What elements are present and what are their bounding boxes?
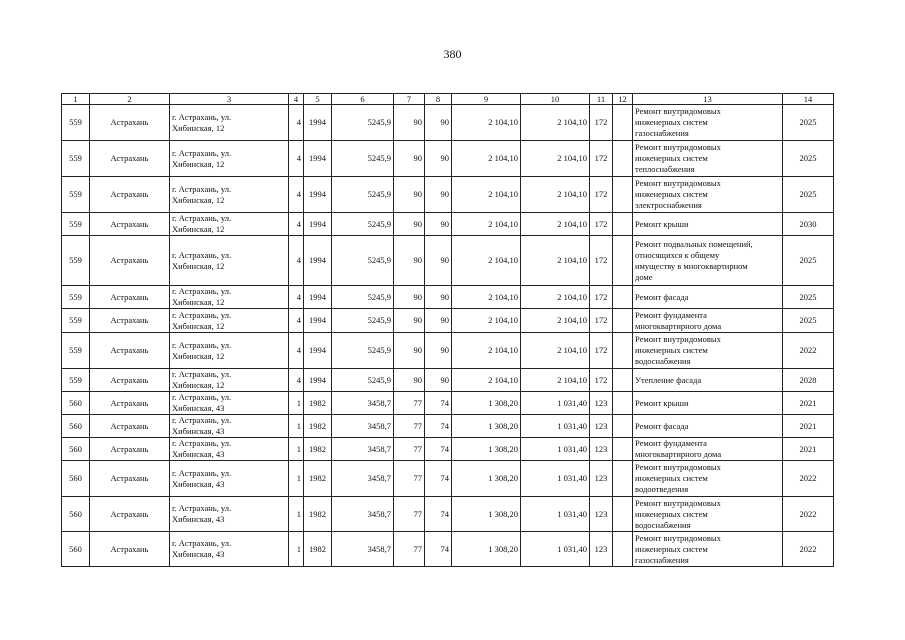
empty-cell <box>613 532 633 567</box>
area-cell: 3458,7 <box>332 438 394 461</box>
value-cell: 90 <box>425 141 452 177</box>
column-header: 7 <box>394 94 425 105</box>
empty-cell <box>613 236 633 286</box>
floors-cell: 4 <box>289 236 304 286</box>
locality-cell: Астрахань <box>90 309 170 333</box>
floors-cell: 4 <box>289 333 304 369</box>
table-body <box>62 105 834 567</box>
area-cell: 5245,9 <box>332 236 394 286</box>
column-number-row <box>62 94 834 105</box>
empty-cell <box>613 333 633 369</box>
column-header: 9 <box>452 94 521 105</box>
value-cell: 77 <box>394 461 425 497</box>
value-cell: 90 <box>394 141 425 177</box>
empty-cell <box>613 286 633 309</box>
value-cell: 74 <box>425 497 452 532</box>
year-cell: 1994 <box>304 213 332 236</box>
value-cell: 77 <box>394 415 425 438</box>
value-cell: 90 <box>425 105 452 141</box>
value-cell: 90 <box>394 369 425 392</box>
empty-cell <box>613 369 633 392</box>
value-cell: 77 <box>394 532 425 567</box>
table-row <box>62 415 834 438</box>
locality-cell: Астрахань <box>90 497 170 532</box>
year-cell: 1994 <box>304 369 332 392</box>
empty-cell <box>613 105 633 141</box>
locality-cell: Астрахань <box>90 177 170 213</box>
address-cell: г. Астрахань, ул. Хибинская, 12 <box>170 369 289 392</box>
empty-cell <box>613 438 633 461</box>
record-number-cell: 560 <box>62 532 90 567</box>
count-cell: 123 <box>590 461 613 497</box>
amount-cell: 2 104,10 <box>452 236 521 286</box>
empty-cell <box>613 415 633 438</box>
area-cell: 3458,7 <box>332 497 394 532</box>
count-cell: 172 <box>590 213 613 236</box>
work-type-cell: Ремонт внутридомовых инженерных систем водоотведения <box>633 461 783 497</box>
planned-year-cell: 2025 <box>783 309 834 333</box>
record-number-cell: 559 <box>62 177 90 213</box>
count-cell: 172 <box>590 236 613 286</box>
amount-cell: 2 104,10 <box>521 309 590 333</box>
planned-year-cell: 2025 <box>783 105 834 141</box>
planned-year-cell: 2028 <box>783 369 834 392</box>
amount-cell: 1 031,40 <box>521 461 590 497</box>
column-header: 5 <box>304 94 332 105</box>
year-cell: 1994 <box>304 141 332 177</box>
page-number: 380 <box>443 47 462 61</box>
value-cell: 77 <box>394 438 425 461</box>
table-row <box>62 369 834 392</box>
count-cell: 123 <box>590 497 613 532</box>
value-cell: 90 <box>425 369 452 392</box>
amount-cell: 2 104,10 <box>521 213 590 236</box>
record-number-cell: 559 <box>62 236 90 286</box>
floors-cell: 4 <box>289 369 304 392</box>
year-cell: 1982 <box>304 532 332 567</box>
work-type-cell: Утепление фасада <box>633 369 783 392</box>
value-cell: 74 <box>425 532 452 567</box>
empty-cell <box>613 177 633 213</box>
address-cell: г. Астрахань, ул. Хибинская, 12 <box>170 309 289 333</box>
table-row <box>62 213 834 236</box>
table-row <box>62 177 834 213</box>
amount-cell: 2 104,10 <box>521 105 590 141</box>
work-type-cell: Ремонт фундамента многоквартирного дома <box>633 309 783 333</box>
record-number-cell: 559 <box>62 333 90 369</box>
value-cell: 74 <box>425 392 452 415</box>
amount-cell: 2 104,10 <box>521 177 590 213</box>
address-cell: г. Астрахань, ул. Хибинская, 43 <box>170 438 289 461</box>
column-header: 13 <box>633 94 783 105</box>
address-cell: г. Астрахань, ул. Хибинская, 12 <box>170 213 289 236</box>
value-cell: 90 <box>425 333 452 369</box>
work-type-cell: Ремонт внутридомовых инженерных систем электроснабжения <box>633 177 783 213</box>
amount-cell: 1 308,20 <box>452 461 521 497</box>
planned-year-cell: 2022 <box>783 497 834 532</box>
planned-year-cell: 2025 <box>783 286 834 309</box>
work-type-cell: Ремонт внутридомовых инженерных систем газоснабжения <box>633 105 783 141</box>
amount-cell: 1 308,20 <box>452 497 521 532</box>
locality-cell: Астрахань <box>90 415 170 438</box>
count-cell: 172 <box>590 333 613 369</box>
count-cell: 123 <box>590 438 613 461</box>
locality-cell: Астрахань <box>90 392 170 415</box>
address-cell: г. Астрахань, ул. Хибинская, 12 <box>170 236 289 286</box>
locality-cell: Астрахань <box>90 438 170 461</box>
area-cell: 5245,9 <box>332 177 394 213</box>
year-cell: 1982 <box>304 392 332 415</box>
record-number-cell: 560 <box>62 497 90 532</box>
area-cell: 5245,9 <box>332 333 394 369</box>
locality-cell: Астрахань <box>90 141 170 177</box>
work-type-cell: Ремонт внутридомовых инженерных систем водоснабжения <box>633 497 783 532</box>
area-cell: 3458,7 <box>332 532 394 567</box>
locality-cell: Астрахань <box>90 333 170 369</box>
amount-cell: 1 308,20 <box>452 392 521 415</box>
value-cell: 90 <box>425 309 452 333</box>
value-cell: 90 <box>394 309 425 333</box>
value-cell: 74 <box>425 415 452 438</box>
work-type-cell: Ремонт крыши <box>633 392 783 415</box>
value-cell: 90 <box>394 286 425 309</box>
planned-year-cell: 2025 <box>783 236 834 286</box>
table-row <box>62 392 834 415</box>
amount-cell: 1 031,40 <box>521 532 590 567</box>
repair-schedule-table <box>61 93 834 567</box>
area-cell: 5245,9 <box>332 141 394 177</box>
amount-cell: 1 031,40 <box>521 438 590 461</box>
value-cell: 90 <box>394 177 425 213</box>
year-cell: 1994 <box>304 236 332 286</box>
year-cell: 1982 <box>304 497 332 532</box>
floors-cell: 4 <box>289 177 304 213</box>
year-cell: 1994 <box>304 177 332 213</box>
table-row <box>62 532 834 567</box>
record-number-cell: 559 <box>62 369 90 392</box>
floors-cell: 4 <box>289 213 304 236</box>
value-cell: 90 <box>425 213 452 236</box>
planned-year-cell: 2022 <box>783 333 834 369</box>
column-header: 1 <box>62 94 90 105</box>
address-cell: г. Астрахань, ул. Хибинская, 12 <box>170 177 289 213</box>
work-type-cell: Ремонт внутридомовых инженерных систем водоснабжения <box>633 333 783 369</box>
column-header: 2 <box>90 94 170 105</box>
amount-cell: 1 031,40 <box>521 392 590 415</box>
locality-cell: Астрахань <box>90 236 170 286</box>
value-cell: 90 <box>425 286 452 309</box>
count-cell: 172 <box>590 286 613 309</box>
floors-cell: 1 <box>289 392 304 415</box>
record-number-cell: 559 <box>62 286 90 309</box>
area-cell: 3458,7 <box>332 461 394 497</box>
empty-cell <box>613 392 633 415</box>
floors-cell: 1 <box>289 532 304 567</box>
column-header: 4 <box>289 94 304 105</box>
floors-cell: 1 <box>289 461 304 497</box>
locality-cell: Астрахань <box>90 213 170 236</box>
value-cell: 90 <box>394 333 425 369</box>
record-number-cell: 559 <box>62 105 90 141</box>
planned-year-cell: 2022 <box>783 532 834 567</box>
year-cell: 1982 <box>304 461 332 497</box>
table-row <box>62 309 834 333</box>
amount-cell: 2 104,10 <box>452 105 521 141</box>
table-row <box>62 105 834 141</box>
column-header: 12 <box>613 94 633 105</box>
floors-cell: 4 <box>289 309 304 333</box>
address-cell: г. Астрахань, ул. Хибинская, 43 <box>170 497 289 532</box>
value-cell: 74 <box>425 438 452 461</box>
area-cell: 5245,9 <box>332 286 394 309</box>
locality-cell: Астрахань <box>90 369 170 392</box>
floors-cell: 4 <box>289 141 304 177</box>
amount-cell: 2 104,10 <box>521 333 590 369</box>
area-cell: 3458,7 <box>332 392 394 415</box>
column-header: 11 <box>590 94 613 105</box>
floors-cell: 1 <box>289 415 304 438</box>
planned-year-cell: 2022 <box>783 461 834 497</box>
record-number-cell: 560 <box>62 438 90 461</box>
area-cell: 5245,9 <box>332 369 394 392</box>
table-row <box>62 438 834 461</box>
amount-cell: 2 104,10 <box>452 213 521 236</box>
value-cell: 90 <box>394 105 425 141</box>
record-number-cell: 560 <box>62 392 90 415</box>
column-header: 14 <box>783 94 834 105</box>
planned-year-cell: 2025 <box>783 141 834 177</box>
empty-cell <box>613 213 633 236</box>
area-cell: 5245,9 <box>332 213 394 236</box>
planned-year-cell: 2030 <box>783 213 834 236</box>
value-cell: 77 <box>394 392 425 415</box>
table-row <box>62 461 834 497</box>
count-cell: 172 <box>590 105 613 141</box>
locality-cell: Астрахань <box>90 105 170 141</box>
value-cell: 77 <box>394 497 425 532</box>
table-row <box>62 236 834 286</box>
value-cell: 74 <box>425 461 452 497</box>
table-row <box>62 286 834 309</box>
floors-cell: 4 <box>289 105 304 141</box>
value-cell: 90 <box>394 236 425 286</box>
count-cell: 123 <box>590 392 613 415</box>
table-row <box>62 141 834 177</box>
work-type-cell: Ремонт внутридомовых инженерных систем газоснабжения <box>633 532 783 567</box>
planned-year-cell: 2025 <box>783 177 834 213</box>
floors-cell: 4 <box>289 286 304 309</box>
amount-cell: 2 104,10 <box>521 286 590 309</box>
amount-cell: 1 308,20 <box>452 532 521 567</box>
work-type-cell: Ремонт фасада <box>633 286 783 309</box>
empty-cell <box>613 141 633 177</box>
amount-cell: 2 104,10 <box>452 369 521 392</box>
planned-year-cell: 2021 <box>783 392 834 415</box>
work-type-cell: Ремонт подвальных помещений, относящихся к общему имуществу в многоквартирном доме <box>633 236 783 286</box>
address-cell: г. Астрахань, ул. Хибинская, 12 <box>170 105 289 141</box>
work-type-cell: Ремонт крыши <box>633 213 783 236</box>
year-cell: 1994 <box>304 286 332 309</box>
amount-cell: 2 104,10 <box>452 177 521 213</box>
locality-cell: Астрахань <box>90 532 170 567</box>
amount-cell: 2 104,10 <box>452 286 521 309</box>
table-row <box>62 497 834 532</box>
amount-cell: 2 104,10 <box>521 141 590 177</box>
year-cell: 1994 <box>304 309 332 333</box>
amount-cell: 1 308,20 <box>452 438 521 461</box>
count-cell: 172 <box>590 309 613 333</box>
area-cell: 5245,9 <box>332 105 394 141</box>
year-cell: 1982 <box>304 438 332 461</box>
work-type-cell: Ремонт внутридомовых инженерных систем теплоснабжения <box>633 141 783 177</box>
address-cell: г. Астрахань, ул. Хибинская, 12 <box>170 286 289 309</box>
amount-cell: 1 031,40 <box>521 497 590 532</box>
area-cell: 5245,9 <box>332 309 394 333</box>
empty-cell <box>613 309 633 333</box>
amount-cell: 2 104,10 <box>521 236 590 286</box>
locality-cell: Астрахань <box>90 286 170 309</box>
work-type-cell: Ремонт фасада <box>633 415 783 438</box>
floors-cell: 1 <box>289 438 304 461</box>
year-cell: 1982 <box>304 415 332 438</box>
column-header: 8 <box>425 94 452 105</box>
record-number-cell: 559 <box>62 213 90 236</box>
column-header: 6 <box>332 94 394 105</box>
planned-year-cell: 2021 <box>783 438 834 461</box>
locality-cell: Астрахань <box>90 461 170 497</box>
amount-cell: 2 104,10 <box>452 333 521 369</box>
amount-cell: 2 104,10 <box>452 309 521 333</box>
address-cell: г. Астрахань, ул. Хибинская, 12 <box>170 333 289 369</box>
amount-cell: 1 308,20 <box>452 415 521 438</box>
record-number-cell: 559 <box>62 141 90 177</box>
record-number-cell: 560 <box>62 415 90 438</box>
column-header: 3 <box>170 94 289 105</box>
count-cell: 172 <box>590 141 613 177</box>
floors-cell: 1 <box>289 497 304 532</box>
year-cell: 1994 <box>304 105 332 141</box>
count-cell: 123 <box>590 532 613 567</box>
address-cell: г. Астрахань, ул. Хибинская, 12 <box>170 141 289 177</box>
value-cell: 90 <box>425 177 452 213</box>
amount-cell: 2 104,10 <box>452 141 521 177</box>
count-cell: 172 <box>590 177 613 213</box>
value-cell: 90 <box>425 236 452 286</box>
count-cell: 172 <box>590 369 613 392</box>
value-cell: 90 <box>394 213 425 236</box>
empty-cell <box>613 461 633 497</box>
record-number-cell: 560 <box>62 461 90 497</box>
empty-cell <box>613 497 633 532</box>
address-cell: г. Астрахань, ул. Хибинская, 43 <box>170 392 289 415</box>
column-header: 10 <box>521 94 590 105</box>
year-cell: 1994 <box>304 333 332 369</box>
address-cell: г. Астрахань, ул. Хибинская, 43 <box>170 415 289 438</box>
address-cell: г. Астрахань, ул. Хибинская, 43 <box>170 532 289 567</box>
address-cell: г. Астрахань, ул. Хибинская, 43 <box>170 461 289 497</box>
record-number-cell: 559 <box>62 309 90 333</box>
table-row <box>62 333 834 369</box>
planned-year-cell: 2021 <box>783 415 834 438</box>
amount-cell: 1 031,40 <box>521 415 590 438</box>
count-cell: 123 <box>590 415 613 438</box>
area-cell: 3458,7 <box>332 415 394 438</box>
amount-cell: 2 104,10 <box>521 369 590 392</box>
work-type-cell: Ремонт фундамента многоквартирного дома <box>633 438 783 461</box>
